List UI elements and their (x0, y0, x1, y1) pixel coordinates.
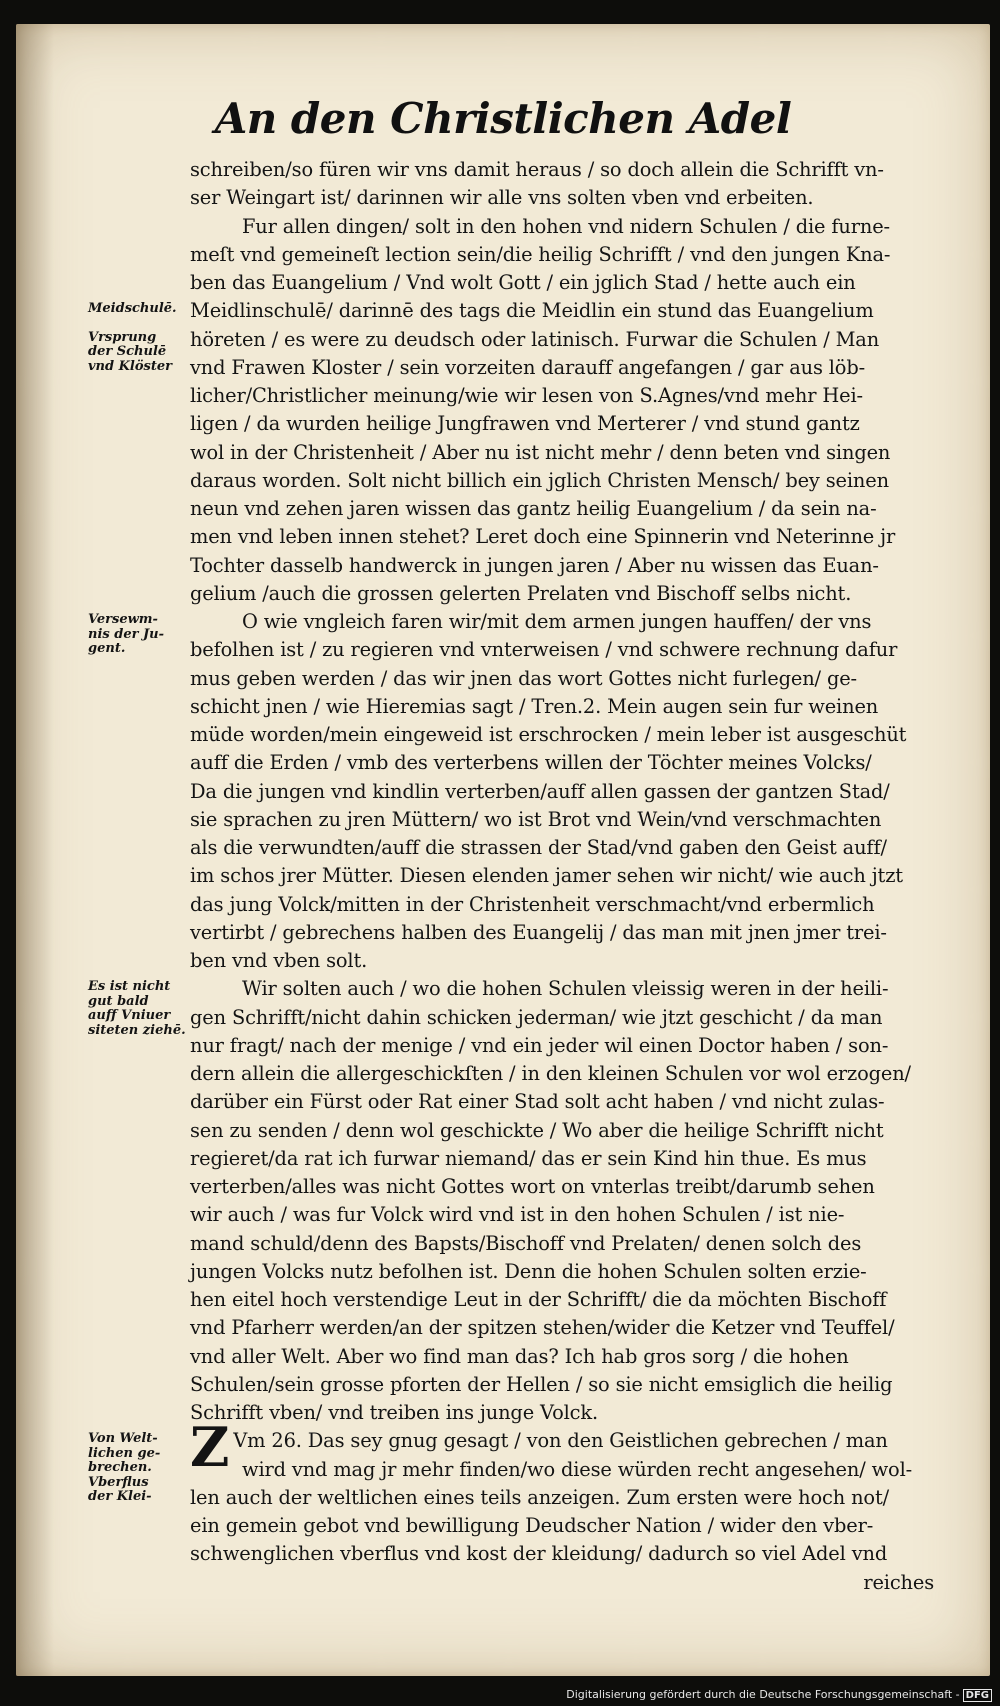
text-line: wird vnd mag jr mehr finden/wo diese würden recht angesehen/ wol- (242, 1457, 913, 1481)
marginal-gloss (88, 302, 188, 317)
text-line: schreiben/so füren wir vns damit heraus / so doch allein die Schrifft vn- (190, 158, 884, 181)
running-head: An den Christlichen Adel (214, 94, 792, 143)
text-line: men vnd leben innen stehet? Leret doch eine Spinnerin vnd Neterinne jr (190, 525, 896, 549)
dfg-logo: DFG (963, 1689, 992, 1702)
text-line: hen eitel hoch verstendige Leut in der Schrifft/ die da möchten Bischoff (190, 1288, 887, 1311)
text-line: licher/Christlicher meinung/wie wir lesen von S.Agnes/vnd mehr Hei- (190, 384, 863, 407)
gloss-line: brechen. (88, 1460, 152, 1476)
text-line: vertirbt / gebrechens halben des Euangelij / das man mit jnen jmer trei- (190, 920, 887, 944)
gloss-line: siteten ziehē. (88, 1022, 186, 1038)
gloss-line: gut bald (88, 993, 149, 1009)
text-line: schwenglichen vberflus vnd kost der kleidung/ dadurch so viel Adel vnd (190, 1542, 888, 1566)
text-line: vnd aller Welt. Aber wo find man das? Ich hab gros sorg / die hohen (190, 1344, 849, 1368)
gloss-line: lichen ge- (88, 1445, 161, 1461)
text-line: müde worden/mein eingeweid ist erschrocken / mein leber ist ausgeschüt (190, 723, 907, 746)
gloss-line: Von Welt- (88, 1431, 158, 1447)
digitization-credit (566, 1688, 992, 1702)
text-line: sen zu senden / denn wol geschickte / Wo aber die heilige Schrifft nicht (190, 1118, 884, 1142)
text-line: sie sprachen zu jren Müttern/ wo ist Brot vnd Wein/vnd verschmachten (190, 807, 882, 831)
text-line: Wir solten auch / wo die hohen Schulen vleissig weren in der heili- (242, 977, 889, 1001)
text-line: ben das Euangelium / Vnd wolt Gott / ein jglich Stad / hette auch ein (190, 271, 856, 294)
text-line: jungen Volcks nutz befolhen ist. Denn die hohen Schulen solten erzie- (190, 1259, 867, 1283)
text-line: Schulen/sein grosse pforten der Hellen / so sie nicht emsiglich die heilig (190, 1372, 893, 1396)
text-line: im schos jrer Mütter. Diesen elenden jamer sehen wir nicht/ wie auch jtzt (190, 864, 903, 888)
text-line: höreten / es were zu deudsch oder latinisch. Furwar die Schulen / Man (190, 327, 880, 351)
text-line: schicht jnen / wie Hieremias sagt / Tren.2. Mein augen sein fur weinen (190, 694, 879, 718)
marginal-gloss (88, 980, 188, 1038)
gloss-line: nis der Ju- (88, 626, 164, 642)
text-line: gelium /auch die grossen gelerten Prelaten vnd Bischoff selbs nicht. (190, 581, 852, 605)
marginal-gloss (88, 1432, 188, 1505)
gloss-line: Vrsprung (88, 329, 157, 345)
text-line: neun vnd zehen jaren wissen das gantz heilig Euangelium / da sein na- (190, 497, 877, 520)
text-line: vnd Frawen Kloster / sein vorzeiten darauff angefangen / gar aus löb- (190, 355, 865, 379)
text-line: das jung Volck/mitten in der Christenheit verschmacht/vnd erbermlich (190, 892, 875, 916)
text-line: ligen / da wurden heilige Jungfrawen vnd Merterer / vnd stund gantz (190, 412, 860, 436)
text-line: Schrifft vben/ vnd treiben ins junge Volck. (190, 1401, 599, 1424)
text-line: dern allein die allergeschickſten / in den kleinen Schulen vor wol erzogen/ (190, 1062, 911, 1085)
gloss-line: der Klei- (88, 1489, 152, 1505)
text-line: Tochter dasselb handwerck in jungen jaren / Aber nu wissen das Euan- (190, 553, 879, 577)
marginal-gloss (88, 331, 188, 375)
marginal-gloss (88, 613, 188, 657)
text-line: ein gemein gebot vnd bewilligung Deudscher Nation / wider den vber- (190, 1514, 874, 1537)
text-line: meſt vnd gemeineſt lection sein/die heilig Schrifft / vnd den jungen Kna- (190, 242, 891, 266)
gloss-line: der Schulē (88, 344, 167, 359)
drop-cap: Z (190, 1415, 230, 1480)
text-line: als die verwundten/auff die strassen der Stad/vnd gaben den Geist auff/ (190, 836, 887, 859)
text-line: mus geben werden / das wir jnen das wort Gottes nicht furlegen/ ge- (190, 666, 857, 690)
gloss-line: vnd Klöster (88, 358, 172, 374)
body-text (190, 156, 934, 1597)
gloss-line: Es ist nicht (88, 979, 171, 995)
text-line: wol in der Christenheit / Aber nu ist nicht mehr / denn beten vnd singen (190, 440, 891, 464)
gloss-line: Versewm- (88, 612, 158, 627)
text-line: O wie vngleich faren wir/mit dem armen jungen hauffen/ der vns (242, 610, 872, 633)
book-page (16, 24, 990, 1676)
text-line: wir auch / was fur Volck wird vnd ist in den hohen Schulen / ist nie- (190, 1203, 845, 1227)
gloss-line: Vberflus (88, 1474, 149, 1490)
text-line: Fur allen dingen/ solt in den hohen vnd nidern Schulen / die furne- (242, 214, 890, 238)
text-line: len auch der weltlichen eines teils anzeigen. Zum ersten were hoch not/ (190, 1485, 889, 1509)
gloss-line: auff Vniuer (88, 1008, 171, 1024)
text-line: nur fragt/ nach der menige / vnd ein jeder wil einen Doctor haben / son- (190, 1033, 889, 1057)
text-line: ben vnd vben solt. (190, 949, 368, 972)
text-line: darüber ein Fürst oder Rat einer Stad solt acht haben / vnd nicht zulas- (190, 1090, 885, 1114)
gloss-line: Meidschulē. (88, 301, 177, 317)
text-line: reiches (863, 1570, 934, 1594)
text-line: daraus worden. Solt nicht billich ein jglich Christen Mensch/ bey seinen (190, 468, 889, 492)
text-line: Da die jungen vnd kindlin verterben/auff allen gassen der gantzen Stad/ (190, 779, 890, 803)
text-line: auff die Erden / vmb des verterbens willen der Töchter meines Volcks/ (190, 751, 872, 775)
text-line: regieret/da rat ich furwar niemand/ das er sein Kind hin thue. Es mus (190, 1146, 867, 1170)
text-line: gen Schrifft/nicht dahin schicken jederman/ wie jtzt geschicht / da man (190, 1005, 883, 1029)
text-line: verterben/alles was nicht Gottes wort on vnterlas treibt/darumb sehen (190, 1175, 875, 1198)
credit-text: Digitalisierung gefördert durch die Deutsche Forschungsgemeinschaft - (566, 1688, 960, 1701)
text-line: vnd Pfarherr werden/an der spitzen stehen/wider die Ketzer vnd Teuffel/ (190, 1316, 895, 1340)
text-line: befolhen ist / zu regieren vnd vnterweisen / vnd schwere rechnung dafur (190, 638, 898, 662)
gloss-line: gent. (88, 641, 126, 656)
text-line: ser Weingart ist/ darinnen wir alle vns solten vben vnd erbeiten. (190, 186, 814, 210)
text-line-content: Vm 26. Das sey gnug gesagt / von den Geistlichen gebrechen / man (233, 1429, 888, 1453)
text-line: Meidlinschulē/ darinnē des tags die Meidlin ein stund das Euangelium (190, 299, 874, 323)
text-line: mand schuld/denn des Bapsts/Bischoff vnd Prelaten/ denen solch des (190, 1231, 862, 1255)
